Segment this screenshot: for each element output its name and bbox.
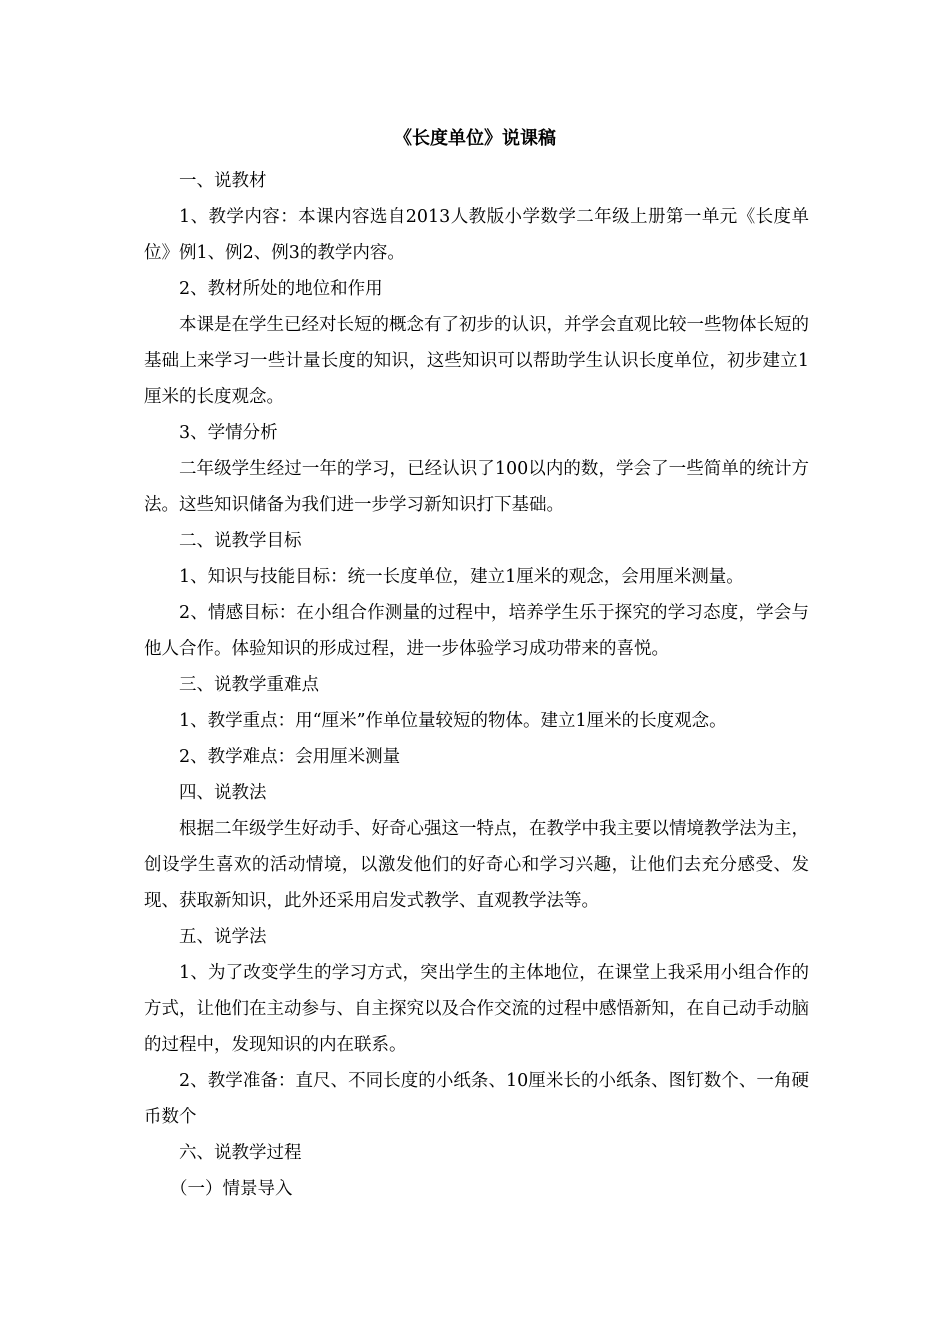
section-heading-teaching-goals: 二、说教学目标: [179, 531, 302, 551]
paragraph-key-point: 1、教学重点：用“厘米”作单位量较短的物体。建立1厘米的长度观念。: [179, 711, 727, 731]
paragraph-teaching-content: 1、教学内容：本课内容选自2013人教版小学数学二年级上册第一单元《长度单位》例1、例2、例3的教学内容。: [144, 207, 809, 263]
paragraph-skill-goal: 1、知识与技能目标：统一长度单位，建立1厘米的观念，会用厘米测量。: [179, 567, 744, 587]
subheading-material-position: 2、教材所处的地位和作用: [179, 279, 383, 299]
section-heading-key-points: 三、说教学重难点: [179, 675, 319, 695]
document-body: [144, 163, 809, 1207]
paragraph-teaching-method: 根据二年级学生好动手、好奇心强这一特点，在教学中我主要以情境教学法为主，创设学生喜欢的活动情境，以激发他们的好奇心和学习兴趣，让他们去充分感受、发现、获取新知识，此外还采用启发式教学、直观教学法等。: [144, 819, 809, 911]
paragraph-emotion-goal: 2、情感目标：在小组合作测量的过程中，培养学生乐于探究的学习态度，学会与他人合作。体验知识的形成过程，进一步体验学习成功带来的喜悦。: [144, 603, 809, 659]
section-heading-teaching-process: 六、说教学过程: [179, 1143, 302, 1163]
document-title: 《长度单位》说课稿: [394, 128, 556, 149]
paragraph-difficult-point: 2、教学难点：会用厘米测量: [179, 747, 401, 767]
paragraph-learner-analysis: 二年级学生经过一年的学习，已经认识了100以内的数，学会了一些简单的统计方法。这些知识储备为我们进一步学习新知识打下基础。: [144, 459, 809, 515]
paragraph-learning-method: 1、为了改变学生的学习方式，突出学生的主体地位，在课堂上我采用小组合作的方式，让他们在主动参与、自主探究以及合作交流的过程中感悟新知，在自己动手动脑的过程中，发现知识的内在联系。: [144, 963, 809, 1055]
paragraph-material-position: 本课是在学生已经对长短的概念有了初步的认识，并学会直观比较一些物体长短的基础上来学习一些计量长度的知识，这些知识可以帮助学生认识长度单位，初步建立1厘米的长度观念。: [144, 315, 809, 407]
section-heading-teaching-material: 一、说教材: [179, 171, 267, 191]
section-heading-teaching-method: 四、说教法: [179, 783, 267, 803]
section-heading-learning-method: 五、说学法: [179, 927, 267, 947]
paragraph-teaching-preparation: 2、教学准备：直尺、不同长度的小纸条、10厘米长的小纸条、图钉数个、一角硬币数个: [144, 1071, 809, 1127]
subheading-learner-analysis: 3、学情分析: [179, 423, 278, 443]
subheading-scene-introduction: （一）情景导入: [170, 1179, 293, 1199]
